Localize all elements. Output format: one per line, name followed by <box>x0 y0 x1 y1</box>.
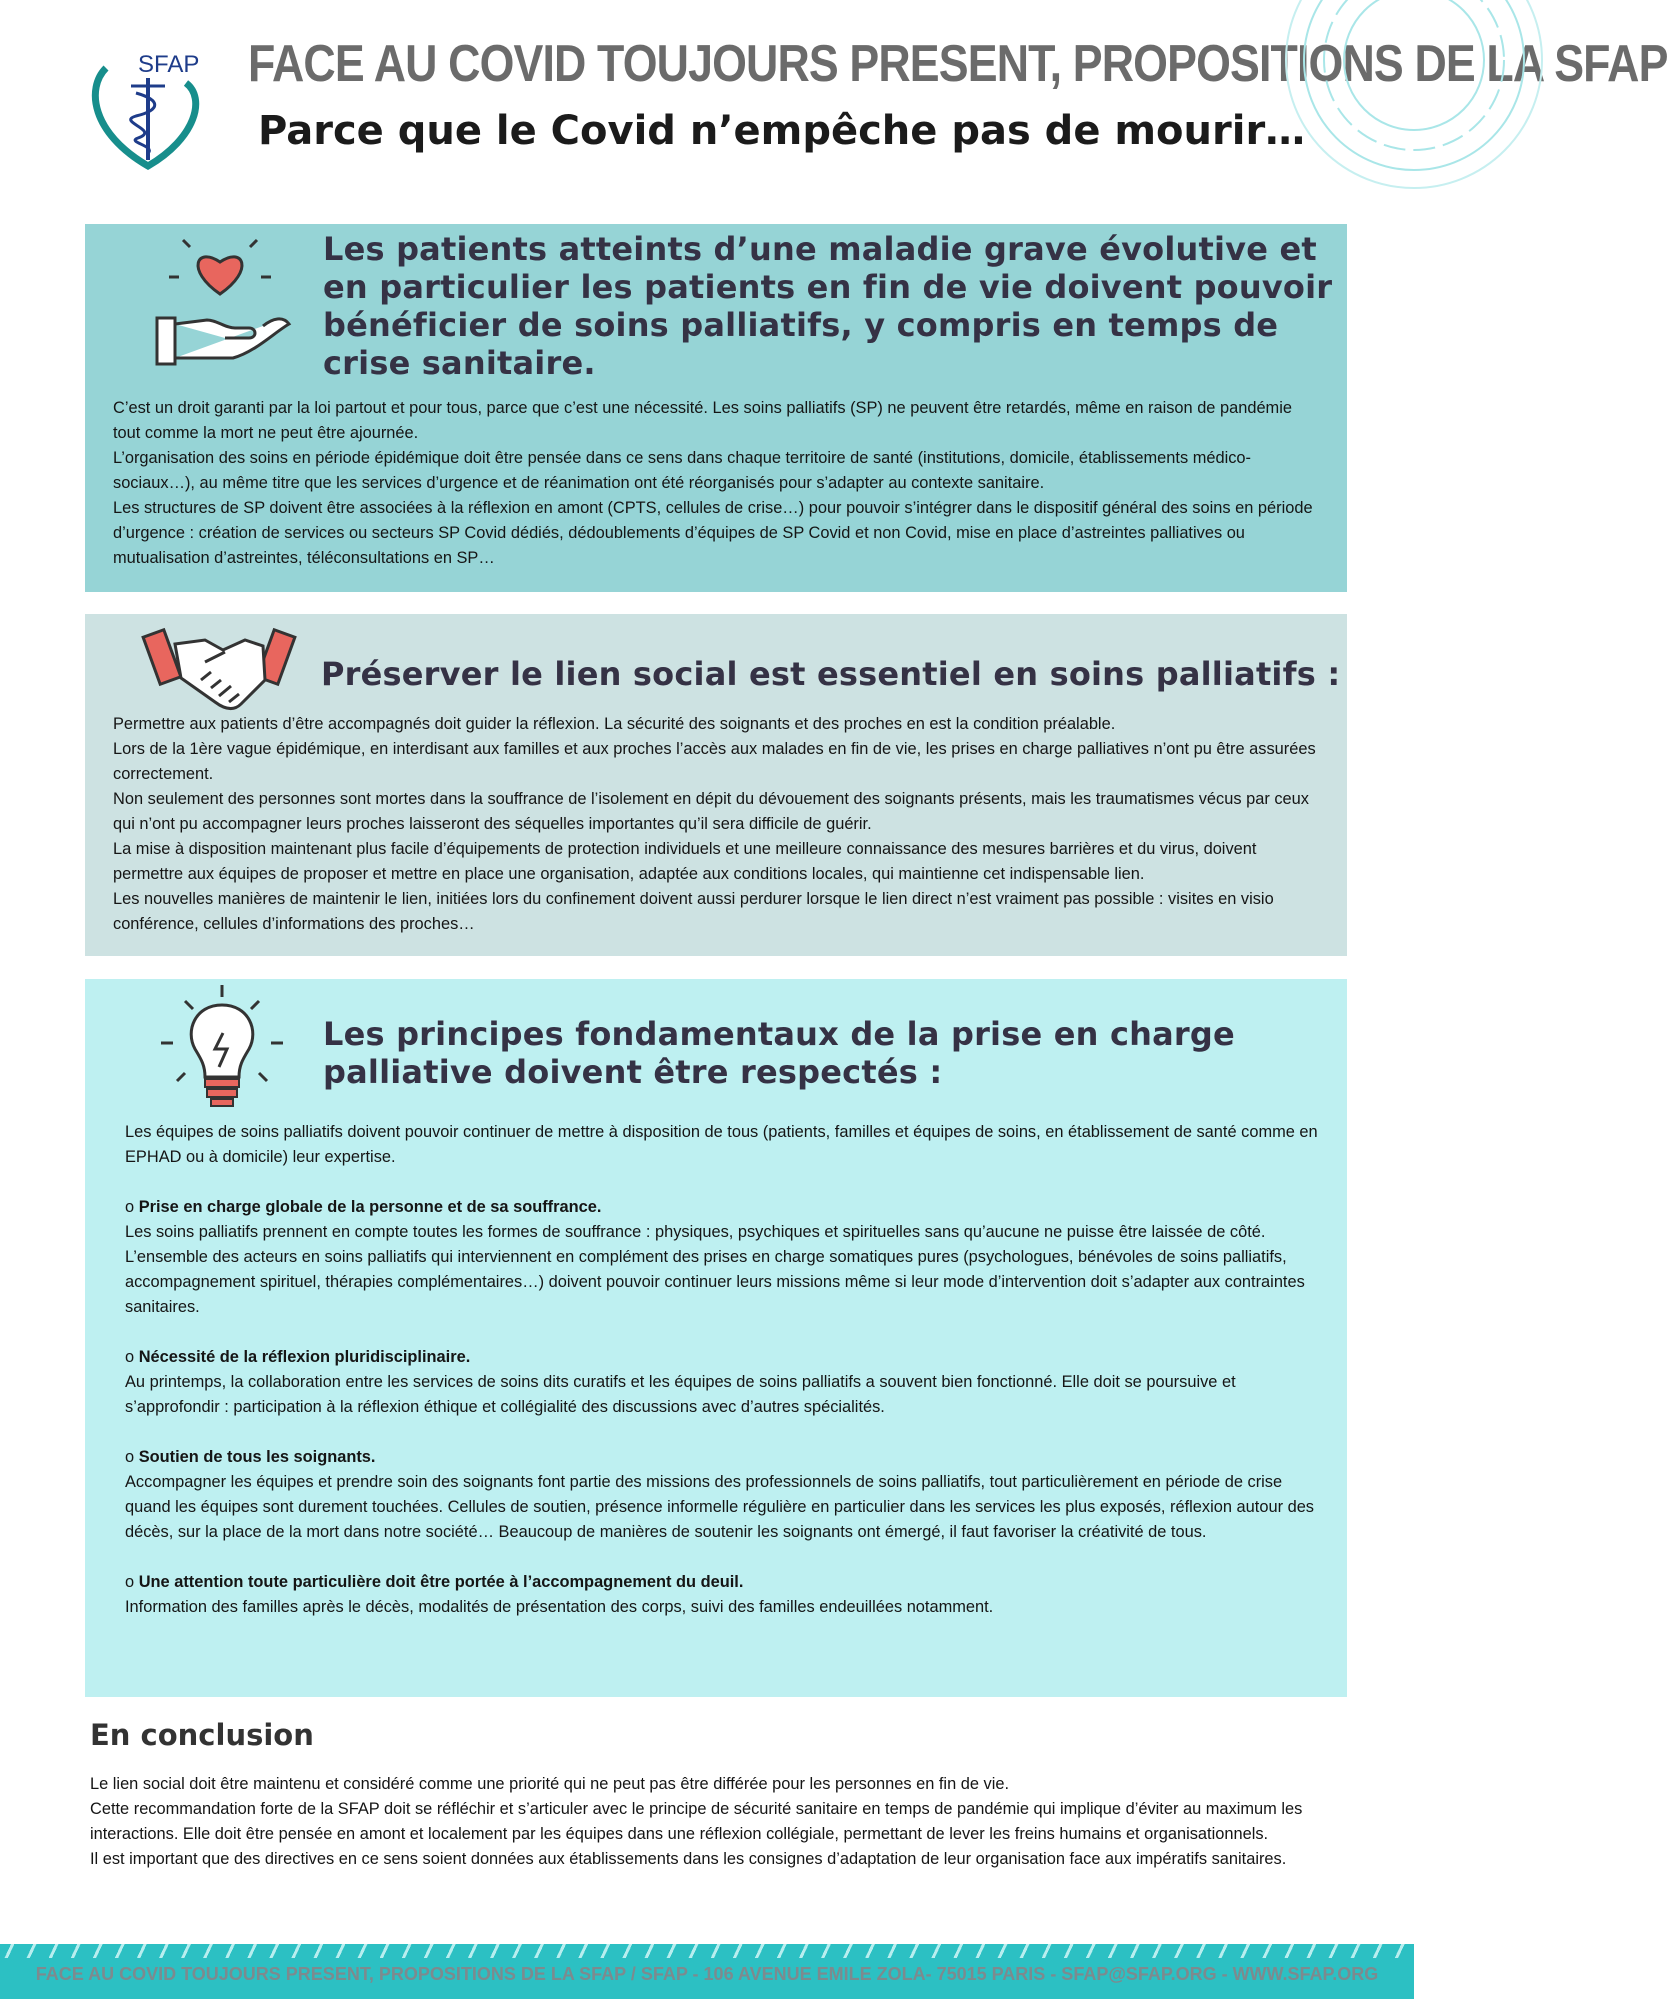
paragraph: Il est important que des directives en ce sens soient données aux établissements dans les consignes d’adaptation de leur organisation face aux impératifs sanitaires. <box>90 1850 1287 1868</box>
paragraph: Lors de la 1ère vague épidémique, en interdisant aux familles et aux proches l’accès aux malades en fin de vie, les prises en charge palliatives n’ont pu être assurées correctement. <box>113 740 1316 783</box>
list-item-text: Information des familles après le décès, modalités de présentation des corps, suivi des familles endeuillées notamment. <box>125 1598 994 1616</box>
conclusion-body <box>90 1772 1340 1872</box>
paragraph: Les structures de SP doivent être associées à la réflexion en amont (CPTS, cellules de crise…) pour pouvoir s’intégrer dans le dispositif général des soins en période d’urgence : création de services ou secteurs SP Covid dédiés, dédoublements d’équipes de SP Covid et non Covid, mise en place d’astreintes palliatives ou mutualisation d’astreintes, téléconsultations en SP… <box>113 499 1313 567</box>
intro-paragraph: Les équipes de soins palliatifs doivent pouvoir continuer de mettre à disposition de tous (patients, familles et équipes de soins, en établissement de santé comme en EPHAD ou à domicile) leur expertise. <box>125 1123 1318 1166</box>
heart-hand-icon <box>145 232 295 372</box>
handshake-icon <box>145 622 295 722</box>
section-right-to-palliative-care <box>85 224 1347 592</box>
section-fundamental-principles <box>85 979 1347 1697</box>
paragraph: L’organisation des soins en période épidémique doit être pensée dans ce sens dans chaque territoire de santé (institutions, domicile, établissements médico-sociaux…), au même titre que les services d’urgence et de réanimation ont été réorganisés pour s’adapter au contexte sanitaire. <box>113 449 1251 492</box>
list-item-title: o Soutien de tous les soignants. <box>125 1448 376 1466</box>
section2-body <box>113 712 1323 937</box>
sfap-logo <box>86 38 206 168</box>
section3-heading: Les principes fondamentaux de la prise en charge palliative doivent être respectés : <box>323 1015 1235 1091</box>
page-title: FACE AU COVID TOUJOURS PRESENT, PROPOSITIONS DE LA SFAP <box>248 35 1668 93</box>
svg-text:SFAP: SFAP <box>138 51 200 78</box>
list-item-text: Au printemps, la collaboration entre les services de soins dits curatifs et les équipes de soins palliatifs a souvent bien fonctionné. Elle doit se poursuive et s’approfondir : participation à la réflexion éthique et collégialité des discussions avec d’autres spécialités. <box>125 1373 1236 1416</box>
section3-body <box>125 1120 1325 1620</box>
page-subtitle: Parce que le Covid n’empêche pas de mourir… <box>258 108 1306 154</box>
footer-text: FACE AU COVID TOUJOURS PRESENT, PROPOSITIONS DE LA SFAP / SFAP - 106 AVENUE EMILE ZOLA- 75015 PARIS - SFAP@SFAP.ORG - WWW.SFAP.ORG <box>35 1964 1379 1984</box>
list-item-text: Accompagner les équipes et prendre soin des soignants font partie des missions des professionnels de soins palliatifs, tout particulièrement en période de crise quand les équipes sont durement touchées. Cellules de soutien, présence informelle régulière en particulier dans les services les plus exposés, réflexion autour des décès, sur la place de la mort dans notre société… Beaucoup de manières de soutenir les soignants ont émergé, il faut favoriser la créativité de tous. <box>125 1473 1315 1541</box>
section2-heading: Préserver le lien social est essentiel en soins palliatifs : <box>321 655 1341 693</box>
paragraph: Les nouvelles manières de maintenir le lien, initiées lors du confinement doivent aussi perdurer lorsque le lien direct n’est vraiment pas possible : visites en visio conférence, cellules d’informations des proches… <box>113 890 1274 933</box>
list-item-title: o Nécessité de la réflexion pluridisciplinaire. <box>125 1348 471 1366</box>
paragraph: La mise à disposition maintenant plus facile d’équipements de protection individuels et une meilleure connaissance des mesures barrières et du virus, doivent permettre aux équipes de proposer et mettre en place une organisation, adaptée aux conditions locales, qui maintienne cet indispensable lien. <box>113 840 1257 883</box>
decorative-circles <box>1264 0 1414 215</box>
paragraph: Le lien social doit être maintenu et considéré comme une priorité qui ne peut pas être différée pour les personnes en fin de vie. <box>90 1775 1010 1793</box>
paragraph: Cette recommandation forte de la SFAP doit se réfléchir et s’articuler avec le principe de sécurité sanitaire en temps de pandémie qui implique d’éviter au maximum les interactions. Elle doit être pensée en amont et localement par les équipes dans une réflexion collégiale, permettant de lever les freins humains et organisationnels. <box>90 1800 1303 1843</box>
list-item-title: o Une attention toute particulière doit être portée à l’accompagnement du deuil. <box>125 1573 744 1591</box>
section1-heading: Les patients atteints d’une maladie grave évolutive et en particulier les patients en fin de vie doivent pouvoir bénéficier de soins palliatifs, y compris en temps de crise sanitaire. <box>323 230 1333 382</box>
list-item-text: Les soins palliatifs prennent en compte toutes les formes de souffrance : physiques, psychiques et spirituelles sans qu’aucune ne puisse être laissée de côté. L’ensemble des acteurs en soins palliatifs qui interviennent en complément des prises en charge somatiques pures (psychologues, bénévoles de soins palliatifs, accompagnement spirituel, thérapies complémentaires…) doivent pouvoir continuer leurs missions même si leur mode d’intervention doit s’adapter aux contraintes sanitaires. <box>125 1223 1305 1316</box>
paragraph: Non seulement des personnes sont mortes dans la souffrance de l’isolement en dépit du dévouement des soignants présents, mais les traumatismes vécus par ceux qui n’ont pu accompagner leurs proches laisseront des séquelles importantes qu’il sera difficile de guérir. <box>113 790 1309 833</box>
list-item-title: o Prise en charge globale de la personne et de sa souffrance. <box>125 1198 602 1216</box>
paragraph: C’est un droit garanti par la loi partout et pour tous, parce que c’est une nécessité. Les soins palliatifs (SP) ne peuvent être retardés, même en raison de pandémie tout comme la mort ne peut être ajournée. <box>113 399 1292 442</box>
paragraph: Permettre aux patients d’être accompagnés doit guider la réflexion. La sécurité des soignants et des proches en est la condition préalable. <box>113 715 1116 733</box>
section1-body <box>113 396 1323 571</box>
section-social-bond <box>85 614 1347 956</box>
conclusion-title: En conclusion <box>90 1718 314 1752</box>
lightbulb-icon <box>157 983 287 1113</box>
